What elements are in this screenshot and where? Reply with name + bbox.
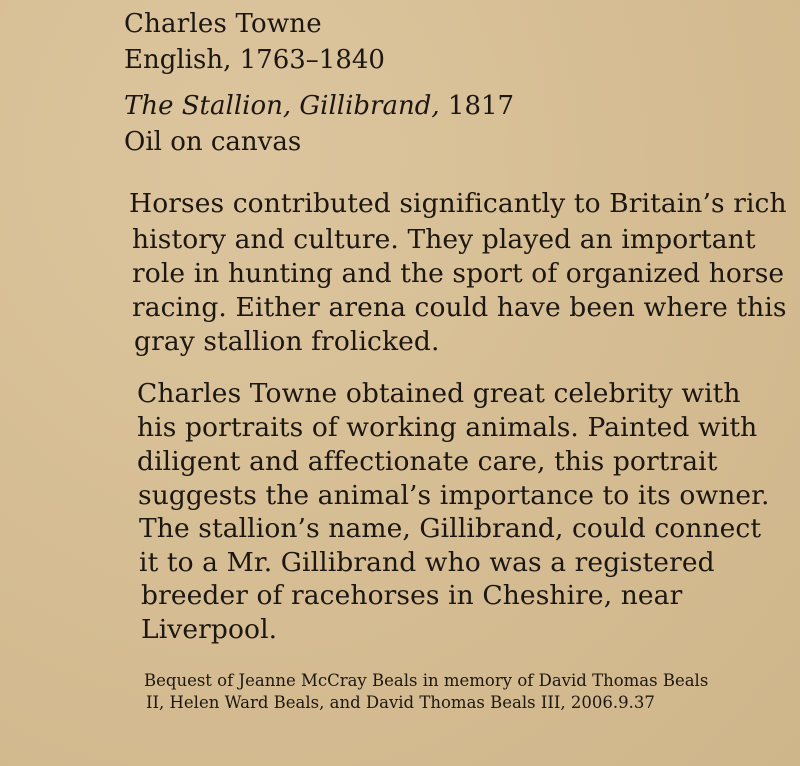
paragraph-1-line: history and culture. They played an important (132, 224, 756, 255)
artwork-title (124, 90, 514, 122)
paragraph-2-line: Charles Towne obtained great celebrity with (137, 378, 741, 409)
paragraph-1-line: racing. Either arena could have been where this (132, 292, 787, 323)
paragraph-2-line: breeder of racehorses in Cheshire, near (141, 580, 683, 611)
artist-name: Charles Towne (124, 9, 322, 39)
paragraph-1-line: Horses contributed significantly to Britain’s rich (129, 188, 787, 219)
paragraph-2-line: The stallion’s name, Gillibrand, could connect (139, 513, 762, 544)
artwork-medium: Oil on canvas (124, 127, 302, 157)
artist-nationality-dates: English, 1763–1840 (124, 45, 385, 75)
paragraph-2-line: suggests the animal’s importance to its owner. (138, 480, 770, 511)
artwork-title-text: The Stallion, Gillibrand, (124, 91, 440, 121)
artwork-year: 1817 (439, 91, 515, 121)
paragraph-1-line: role in hunting and the sport of organized horse (132, 258, 785, 289)
paragraph-2-line: it to a Mr. Gillibrand who was a registered (139, 547, 715, 578)
paragraph-2-line: diligent and affectionate care, this portrait (137, 446, 718, 477)
credit-line: II, Helen Ward Beals, and David Thomas Beals III, 2006.9.37 (146, 693, 655, 712)
credit-line: Bequest of Jeanne McCray Beals in memory of David Thomas Beals (144, 671, 709, 690)
paragraph-2-line: Liverpool. (141, 614, 278, 645)
paragraph-1-line: gray stallion frolicked. (134, 326, 440, 357)
paragraph-2-line: his portraits of working animals. Painted with (137, 412, 758, 443)
